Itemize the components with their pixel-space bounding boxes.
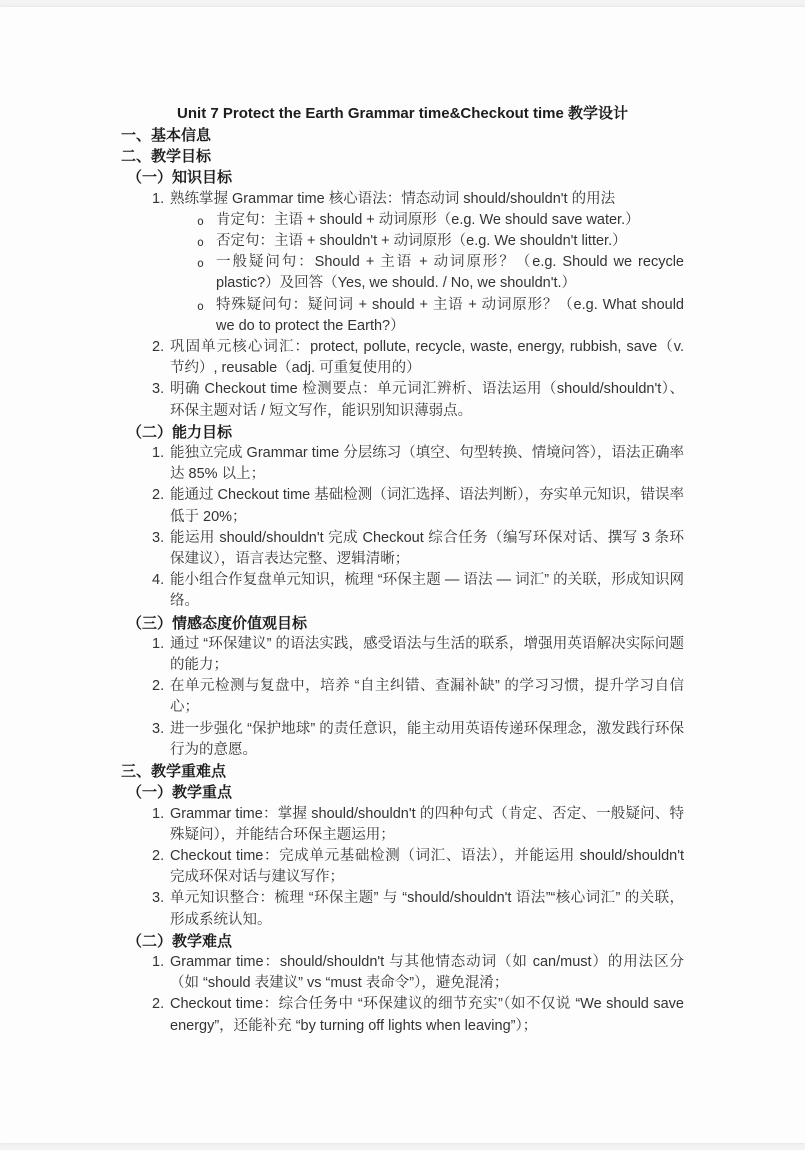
sub-list-text: 肯定句：主语 + should + 动词原形（e.g. We should save water.） — [216, 211, 640, 228]
list-number: 2. — [152, 339, 165, 356]
subsection-heading-difficult-points: （二）教学难点 — [127, 932, 233, 950]
list-number: 2. — [152, 847, 165, 864]
list-text: 在单元检测与复盘中，培养 “自主纠错、查漏补缺” 的学习习惯，提升学习自信心； — [170, 678, 684, 716]
list-item — [121, 719, 684, 761]
list-number: 1. — [152, 805, 165, 822]
list-number: 1. — [152, 635, 165, 652]
document-content — [121, 7, 684, 1037]
list-number: 3. — [152, 529, 165, 546]
sub-list-text: 一般疑问句：Should + 主语 + 动词原形？（e.g. Should we recycle plastic?）及回答（Yes, we should. / No, we shouldn't.） — [216, 254, 684, 292]
section-heading-teaching-goals: 二、教学目标 — [121, 148, 212, 166]
list-text: 单元知识整合：梳理 “环保主题” 与 “should/shouldn't 语法”“核心词汇” 的关联，形成系统认知。 — [170, 890, 684, 928]
subsection-heading-ability-goals: （二）能力目标 — [127, 423, 233, 441]
sub-list-item — [121, 231, 684, 252]
section-heading-key-difficult-points: 三、教学重难点 — [121, 763, 227, 781]
list-text: 进一步强化 “保护地球” 的责任意识，能主动用英语传递环保理念，激发践行环保行为的意愿。 — [170, 720, 684, 758]
list-text: 通过 “环保建议” 的语法实践，感受语法与生活的联系，增强用英语解决实际问题的能力； — [170, 635, 684, 674]
list-item — [121, 804, 684, 846]
list-number: 2. — [152, 487, 165, 504]
list-item — [121, 634, 684, 676]
list-number: 2. — [152, 996, 165, 1013]
list-item — [121, 443, 684, 485]
list-text: Grammar time：should/shouldn't 与其他情态动词（如 can/must）的用法区分（如 “should 表建议” vs “must 表命令”），避免混淆； — [170, 953, 684, 992]
list-item — [121, 528, 684, 570]
list-number: 1. — [152, 445, 165, 462]
list-number: 3. — [152, 720, 165, 737]
circle-bullet-icon: o — [197, 235, 204, 250]
list-text: 能运用 should/shouldn't 完成 Checkout 综合任务（编写环保对话、撰写 3 条环保建议），语言表达完整、逻辑清晰； — [170, 529, 684, 568]
list-item — [121, 485, 684, 527]
list-item — [121, 952, 684, 994]
list-text: Checkout time：综合任务中 “环保建议的细节充实”（如不仅说 “We should save energy”，还能补充 “by turning off lights when leaving”）； — [170, 996, 684, 1034]
sub-list-item — [121, 252, 684, 294]
list-text: Checkout time：完成单元基础检测（词汇、语法），并能运用 should/shouldn't 完成环保对话与建议写作； — [170, 847, 684, 886]
list-item — [121, 570, 684, 612]
list-text: 巩固单元核心词汇：protect, pollute, recycle, waste, energy, rubbish, save（v. 节约）, reusable（adj. 可重复使用的） — [170, 339, 684, 377]
section-heading-basic-info: 一、基本信息 — [121, 127, 212, 144]
sub-list-text: 否定句：主语 + shouldn't + 动词原形（e.g. We shouldn't litter.） — [216, 233, 627, 250]
list-number: 1. — [152, 953, 165, 970]
list-item — [121, 994, 684, 1036]
sub-list-item — [121, 210, 684, 231]
circle-bullet-icon: o — [197, 256, 204, 271]
sub-list-text: 特殊疑问句：疑问词 + should + 主语 + 动词原形？（e.g. What should we do to protect the Earth?） — [216, 296, 684, 334]
list-number: 2. — [152, 678, 165, 695]
subsection-heading-emotion-goals: （三）情感态度价值观目标 — [127, 614, 308, 632]
document-page — [0, 7, 805, 1143]
list-item — [121, 676, 684, 718]
subsection-heading-knowledge-goals: （一）知识目标 — [127, 169, 233, 187]
sub-list-item — [121, 295, 684, 337]
circle-bullet-icon: o — [197, 213, 204, 228]
list-text: Grammar time：掌握 should/shouldn't 的四种句式（肯定、否定、一般疑问、特殊疑问），并能结合环保主题运用； — [170, 805, 684, 843]
list-number: 3. — [152, 381, 165, 398]
list-text: 熟练掌握 Grammar time 核心语法：情态动词 should/shouldn't 的用法 — [170, 190, 616, 207]
list-item — [121, 337, 684, 379]
list-item — [121, 846, 684, 888]
list-item — [121, 888, 684, 930]
list-text: 明确 Checkout time 检测要点：单元词汇辨析、语法运用（should/shouldn't）、环保主题对话 / 短文写作，能识别知识薄弱点。 — [170, 381, 684, 419]
list-item — [121, 189, 684, 210]
list-text: 能小组合作复盘单元知识，梳理 “环保主题 — 语法 — 词汇” 的关联，形成知识网络。 — [170, 572, 684, 610]
list-number: 1. — [152, 190, 165, 207]
list-text: 能独立完成 Grammar time 分层练习（填空、句型转换、情境问答），语法正确率达 85% 以上； — [170, 445, 684, 483]
list-item — [121, 379, 684, 421]
list-number: 3. — [152, 890, 165, 907]
subsection-heading-key-points: （一）教学重点 — [127, 784, 233, 802]
list-number: 4. — [152, 572, 165, 589]
list-text: 能通过 Checkout time 基础检测（词汇选择、语法判断），夯实单元知识，错误率低于 20%； — [170, 487, 684, 525]
document-title: Unit 7 Protect the Earth Grammar time&Checkout time 教学设计 — [177, 105, 628, 122]
circle-bullet-icon: o — [197, 298, 204, 313]
